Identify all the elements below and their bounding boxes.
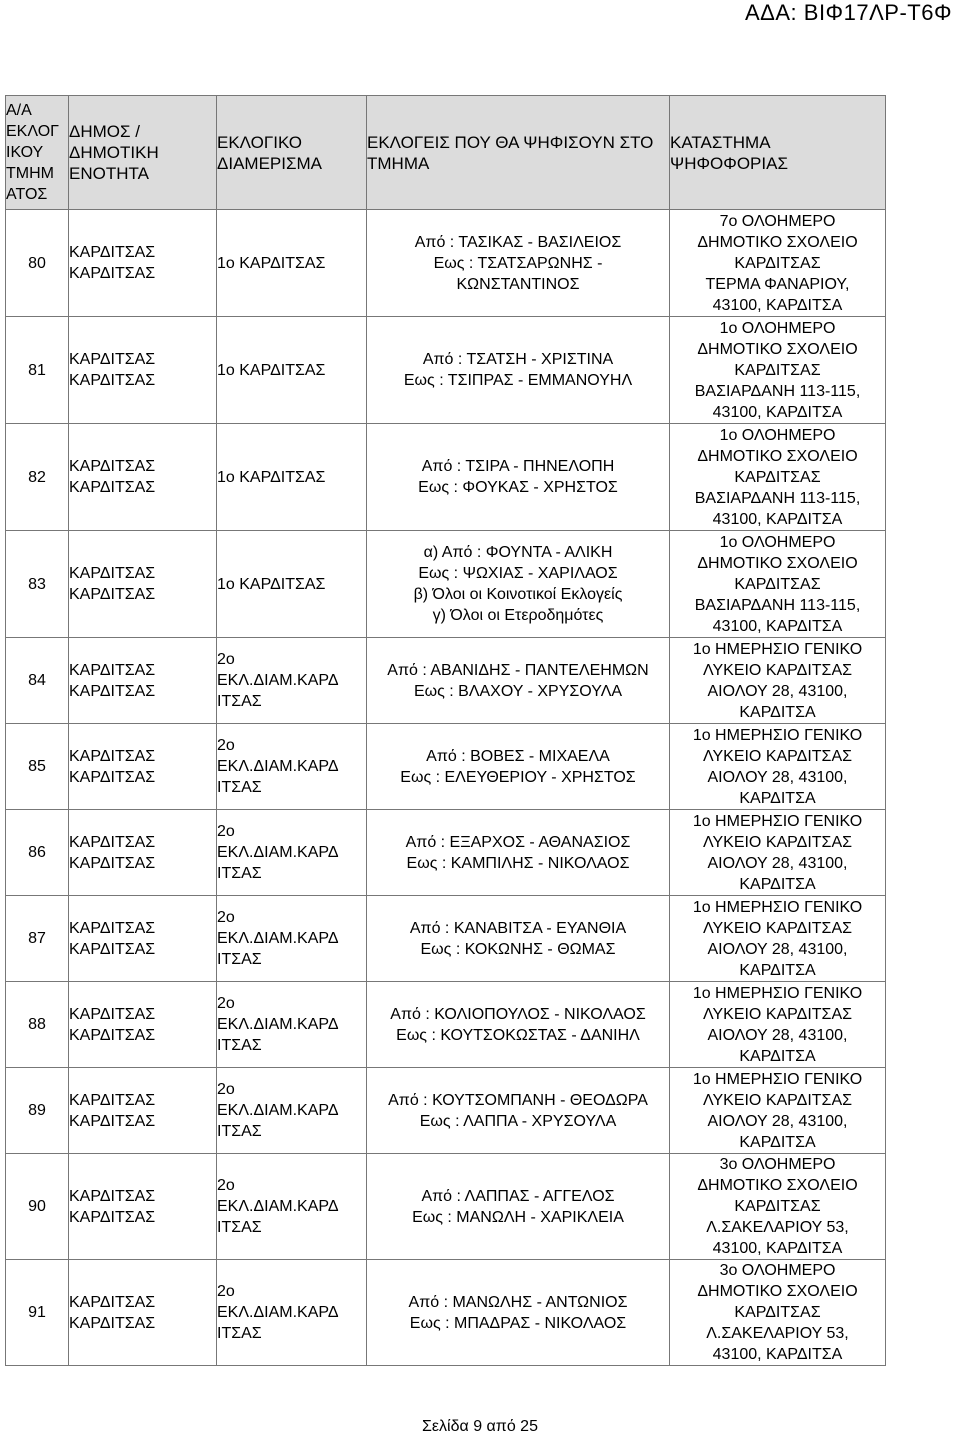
voters-cell: Από : ΚΟΛΙΟΠΟΥΛΟΣ - ΝΙΚΟΛΑΟΣ Εως : ΚΟΥΤΣΟΚΩΣΤΑΣ - ΔΑΝΙΗΛ: [367, 982, 670, 1068]
voters-cell: Από : ΤΑΣΙΚΑΣ - ΒΑΣΙΛΕΙΟΣ Εως : ΤΣΑΤΣΑΡΩΝΗΣ - ΚΩΝΣΤΑΝΤΙΝΟΣ: [367, 210, 670, 317]
table-row: [6, 424, 886, 531]
polling-place-cell: 1ο ΟΛΟΗΜΕΡΟ ΔΗΜΟΤΙΚΟ ΣΧΟΛΕΙΟ ΚΑΡΔΙΤΣΑΣ ΒΑΣΙΑΡΔΑΝΗ 113-115, 43100, ΚΑΡΔΙΤΣΑ: [670, 317, 886, 424]
polling-place-cell: 1ο ΟΛΟΗΜΕΡΟ ΔΗΜΟΤΙΚΟ ΣΧΟΛΕΙΟ ΚΑΡΔΙΤΣΑΣ ΒΑΣΙΑΡΔΑΝΗ 113-115, 43100, ΚΑΡΔΙΤΣΑ: [670, 531, 886, 638]
voters-cell: Από : ΑΒΑΝΙΔΗΣ - ΠΑΝΤΕΛΕΗΜΩΝ Εως : ΒΛΑΧΟΥ - ΧΡΥΣΟΥΛΑ: [367, 638, 670, 724]
polling-place-cell: 1ο ΗΜΕΡΗΣΙΟ ΓΕΝΙΚΟ ΛΥΚΕΙΟ ΚΑΡΔΙΤΣΑΣ ΑΙΟΛΟΥ 28, 43100, ΚΑΡΔΙΤΣΑ: [670, 982, 886, 1068]
row-number: 91: [6, 1260, 69, 1366]
table-row: [6, 1260, 886, 1366]
row-number: 90: [6, 1154, 69, 1260]
district-cell: 1ο ΚΑΡΔΙΤΣΑΣ: [217, 317, 367, 424]
municipality-cell: ΚΑΡΔΙΤΣΑΣ ΚΑΡΔΙΤΣΑΣ: [69, 982, 217, 1068]
table-row: [6, 1154, 886, 1260]
voters-cell: α) Από : ΦΟΥΝΤΑ - ΑΛΙΚΗ Εως : ΨΩΧΙΑΣ - ΧΑΡΙΛΑΟΣ β) Όλοι οι Κοινοτικοί Εκλογείς γ) Όλοι οι Ετεροδημότες: [367, 531, 670, 638]
row-number: 81: [6, 317, 69, 424]
row-number: 82: [6, 424, 69, 531]
district-cell: 2ο ΕΚΛ.ΔΙΑΜ.ΚΑΡΔ ΙΤΣΑΣ: [217, 724, 367, 810]
polling-place-cell: 1ο ΗΜΕΡΗΣΙΟ ΓΕΝΙΚΟ ΛΥΚΕΙΟ ΚΑΡΔΙΤΣΑΣ ΑΙΟΛΟΥ 28, 43100, ΚΑΡΔΙΤΣΑ: [670, 810, 886, 896]
municipality-cell: ΚΑΡΔΙΤΣΑΣ ΚΑΡΔΙΤΣΑΣ: [69, 1260, 217, 1366]
district-cell: 2ο ΕΚΛ.ΔΙΑΜ.ΚΑΡΔ ΙΤΣΑΣ: [217, 1260, 367, 1366]
district-cell: 2ο ΕΚΛ.ΔΙΑΜ.ΚΑΡΔ ΙΤΣΑΣ: [217, 638, 367, 724]
municipality-cell: ΚΑΡΔΙΤΣΑΣ ΚΑΡΔΙΤΣΑΣ: [69, 317, 217, 424]
district-cell: 2ο ΕΚΛ.ΔΙΑΜ.ΚΑΡΔ ΙΤΣΑΣ: [217, 1154, 367, 1260]
municipality-cell: ΚΑΡΔΙΤΣΑΣ ΚΑΡΔΙΤΣΑΣ: [69, 424, 217, 531]
polling-place-cell: 1ο ΟΛΟΗΜΕΡΟ ΔΗΜΟΤΙΚΟ ΣΧΟΛΕΙΟ ΚΑΡΔΙΤΣΑΣ ΒΑΣΙΑΡΔΑΝΗ 113-115, 43100, ΚΑΡΔΙΤΣΑ: [670, 424, 886, 531]
voters-cell: Από : ΤΣΙΡΑ - ΠΗΝΕΛΟΠΗ Εως : ΦΟΥΚΑΣ - ΧΡΗΣΤΟΣ: [367, 424, 670, 531]
page-footer: Σελίδα 9 από 25: [422, 1418, 538, 1435]
document-code: ΑΔΑ: ΒΙΦ17ΛΡ-Τ6Φ: [745, 0, 952, 25]
polling-place-cell: 3ο ΟΛΟΗΜΕΡΟ ΔΗΜΟΤΙΚΟ ΣΧΟΛΕΙΟ ΚΑΡΔΙΤΣΑΣ Λ.ΣΑΚΕΛΑΡΙΟΥ 53, 43100, ΚΑΡΔΙΤΣΑ: [670, 1260, 886, 1366]
municipality-cell: ΚΑΡΔΙΤΣΑΣ ΚΑΡΔΙΤΣΑΣ: [69, 1154, 217, 1260]
voters-cell: Από : ΕΞΑΡΧΟΣ - ΑΘΑΝΑΣΙΟΣ Εως : ΚΑΜΠΙΛΗΣ - ΝΙΚΟΛΑΟΣ: [367, 810, 670, 896]
district-cell: 2ο ΕΚΛ.ΔΙΑΜ.ΚΑΡΔ ΙΤΣΑΣ: [217, 810, 367, 896]
header-aa: Α/Α ΕΚΛΟΓ ΙΚΟΥ ΤΜΗΜ ΑΤΟΣ: [6, 96, 69, 210]
district-cell: 2ο ΕΚΛ.ΔΙΑΜ.ΚΑΡΔ ΙΤΣΑΣ: [217, 1068, 367, 1154]
table-row: [6, 210, 886, 317]
municipality-cell: ΚΑΡΔΙΤΣΑΣ ΚΑΡΔΙΤΣΑΣ: [69, 724, 217, 810]
voters-cell: Από : ΚΟΥΤΣΟΜΠΑΝΗ - ΘΕΟΔΩΡΑ Εως : ΛΑΠΠΑ - ΧΡΥΣΟΥΛΑ: [367, 1068, 670, 1154]
row-number: 86: [6, 810, 69, 896]
header-voters: ΕΚΛΟΓΕΙΣ ΠΟΥ ΘΑ ΨΗΦΙΣΟΥΝ ΣΤΟ ΤΜΗΜΑ: [367, 96, 670, 210]
polling-place-cell: 3ο ΟΛΟΗΜΕΡΟ ΔΗΜΟΤΙΚΟ ΣΧΟΛΕΙΟ ΚΑΡΔΙΤΣΑΣ Λ.ΣΑΚΕΛΑΡΙΟΥ 53, 43100, ΚΑΡΔΙΤΣΑ: [670, 1154, 886, 1260]
district-cell: 2ο ΕΚΛ.ΔΙΑΜ.ΚΑΡΔ ΙΤΣΑΣ: [217, 982, 367, 1068]
polling-place-cell: 1ο ΗΜΕΡΗΣΙΟ ΓΕΝΙΚΟ ΛΥΚΕΙΟ ΚΑΡΔΙΤΣΑΣ ΑΙΟΛΟΥ 28, 43100, ΚΑΡΔΙΤΣΑ: [670, 724, 886, 810]
district-cell: 1ο ΚΑΡΔΙΤΣΑΣ: [217, 531, 367, 638]
header-district: ΕΚΛΟΓΙΚΟ ΔΙΑΜΕΡΙΣΜΑ: [217, 96, 367, 210]
district-cell: 1ο ΚΑΡΔΙΤΣΑΣ: [217, 424, 367, 531]
municipality-cell: ΚΑΡΔΙΤΣΑΣ ΚΑΡΔΙΤΣΑΣ: [69, 531, 217, 638]
polling-place-cell: 1ο ΗΜΕΡΗΣΙΟ ΓΕΝΙΚΟ ΛΥΚΕΙΟ ΚΑΡΔΙΤΣΑΣ ΑΙΟΛΟΥ 28, 43100, ΚΑΡΔΙΤΣΑ: [670, 896, 886, 982]
municipality-cell: ΚΑΡΔΙΤΣΑΣ ΚΑΡΔΙΤΣΑΣ: [69, 1068, 217, 1154]
table-row: [6, 810, 886, 896]
voters-cell: Από : ΚΑΝΑΒΙΤΣΑ - ΕΥΑΝΘΙΑ Εως : ΚΟΚΩΝΗΣ - ΘΩΜΑΣ: [367, 896, 670, 982]
municipality-cell: ΚΑΡΔΙΤΣΑΣ ΚΑΡΔΙΤΣΑΣ: [69, 638, 217, 724]
voters-cell: Από : ΛΑΠΠΑΣ - ΑΓΓΕΛΟΣ Εως : ΜΑΝΩΛΗ - ΧΑΡΙΚΛΕΙΑ: [367, 1154, 670, 1260]
row-number: 83: [6, 531, 69, 638]
district-cell: 2ο ΕΚΛ.ΔΙΑΜ.ΚΑΡΔ ΙΤΣΑΣ: [217, 896, 367, 982]
voters-cell: Από : ΒΟΒΕΣ - ΜΙΧΑΕΛΑ Εως : ΕΛΕΥΘΕΡΙΟΥ - ΧΡΗΣΤΟΣ: [367, 724, 670, 810]
table-row: [6, 638, 886, 724]
municipality-cell: ΚΑΡΔΙΤΣΑΣ ΚΑΡΔΙΤΣΑΣ: [69, 896, 217, 982]
table-row: [6, 982, 886, 1068]
row-number: 85: [6, 724, 69, 810]
voters-cell: Από : ΜΑΝΩΛΗΣ - ΑΝΤΩΝΙΟΣ Εως : ΜΠΑΔΡΑΣ - ΝΙΚΟΛΑΟΣ: [367, 1260, 670, 1366]
header-place: ΚΑΤΑΣΤΗΜΑ ΨΗΦΟΦΟΡΙΑΣ: [670, 96, 886, 210]
municipality-cell: ΚΑΡΔΙΤΣΑΣ ΚΑΡΔΙΤΣΑΣ: [69, 810, 217, 896]
table-row: [6, 531, 886, 638]
table-row: [6, 896, 886, 982]
polling-place-cell: 1ο ΗΜΕΡΗΣΙΟ ΓΕΝΙΚΟ ΛΥΚΕΙΟ ΚΑΡΔΙΤΣΑΣ ΑΙΟΛΟΥ 28, 43100, ΚΑΡΔΙΤΣΑ: [670, 1068, 886, 1154]
row-number: 80: [6, 210, 69, 317]
table-row: [6, 1068, 886, 1154]
district-cell: 1ο ΚΑΡΔΙΤΣΑΣ: [217, 210, 367, 317]
row-number: 89: [6, 1068, 69, 1154]
row-number: 84: [6, 638, 69, 724]
municipality-cell: ΚΑΡΔΙΤΣΑΣ ΚΑΡΔΙΤΣΑΣ: [69, 210, 217, 317]
row-number: 87: [6, 896, 69, 982]
polling-place-cell: 1ο ΗΜΕΡΗΣΙΟ ΓΕΝΙΚΟ ΛΥΚΕΙΟ ΚΑΡΔΙΤΣΑΣ ΑΙΟΛΟΥ 28, 43100, ΚΑΡΔΙΤΣΑ: [670, 638, 886, 724]
header-municipality: ΔΗΜΟΣ / ΔΗΜΟΤΙΚΗ ΕΝΟΤΗΤΑ: [69, 96, 217, 210]
row-number: 88: [6, 982, 69, 1068]
polling-place-cell: 7ο ΟΛΟΗΜΕΡΟ ΔΗΜΟΤΙΚΟ ΣΧΟΛΕΙΟ ΚΑΡΔΙΤΣΑΣ ΤΕΡΜΑ ΦΑΝΑΡΙΟΥ, 43100, ΚΑΡΔΙΤΣΑ: [670, 210, 886, 317]
table-row: [6, 724, 886, 810]
voters-cell: Από : ΤΣΑΤΣΗ - ΧΡΙΣΤΙΝΑ Εως : ΤΣΙΠΡΑΣ - ΕΜΜΑΝΟΥΗΛ: [367, 317, 670, 424]
table-row: [6, 317, 886, 424]
polling-stations-table: [5, 95, 886, 1366]
